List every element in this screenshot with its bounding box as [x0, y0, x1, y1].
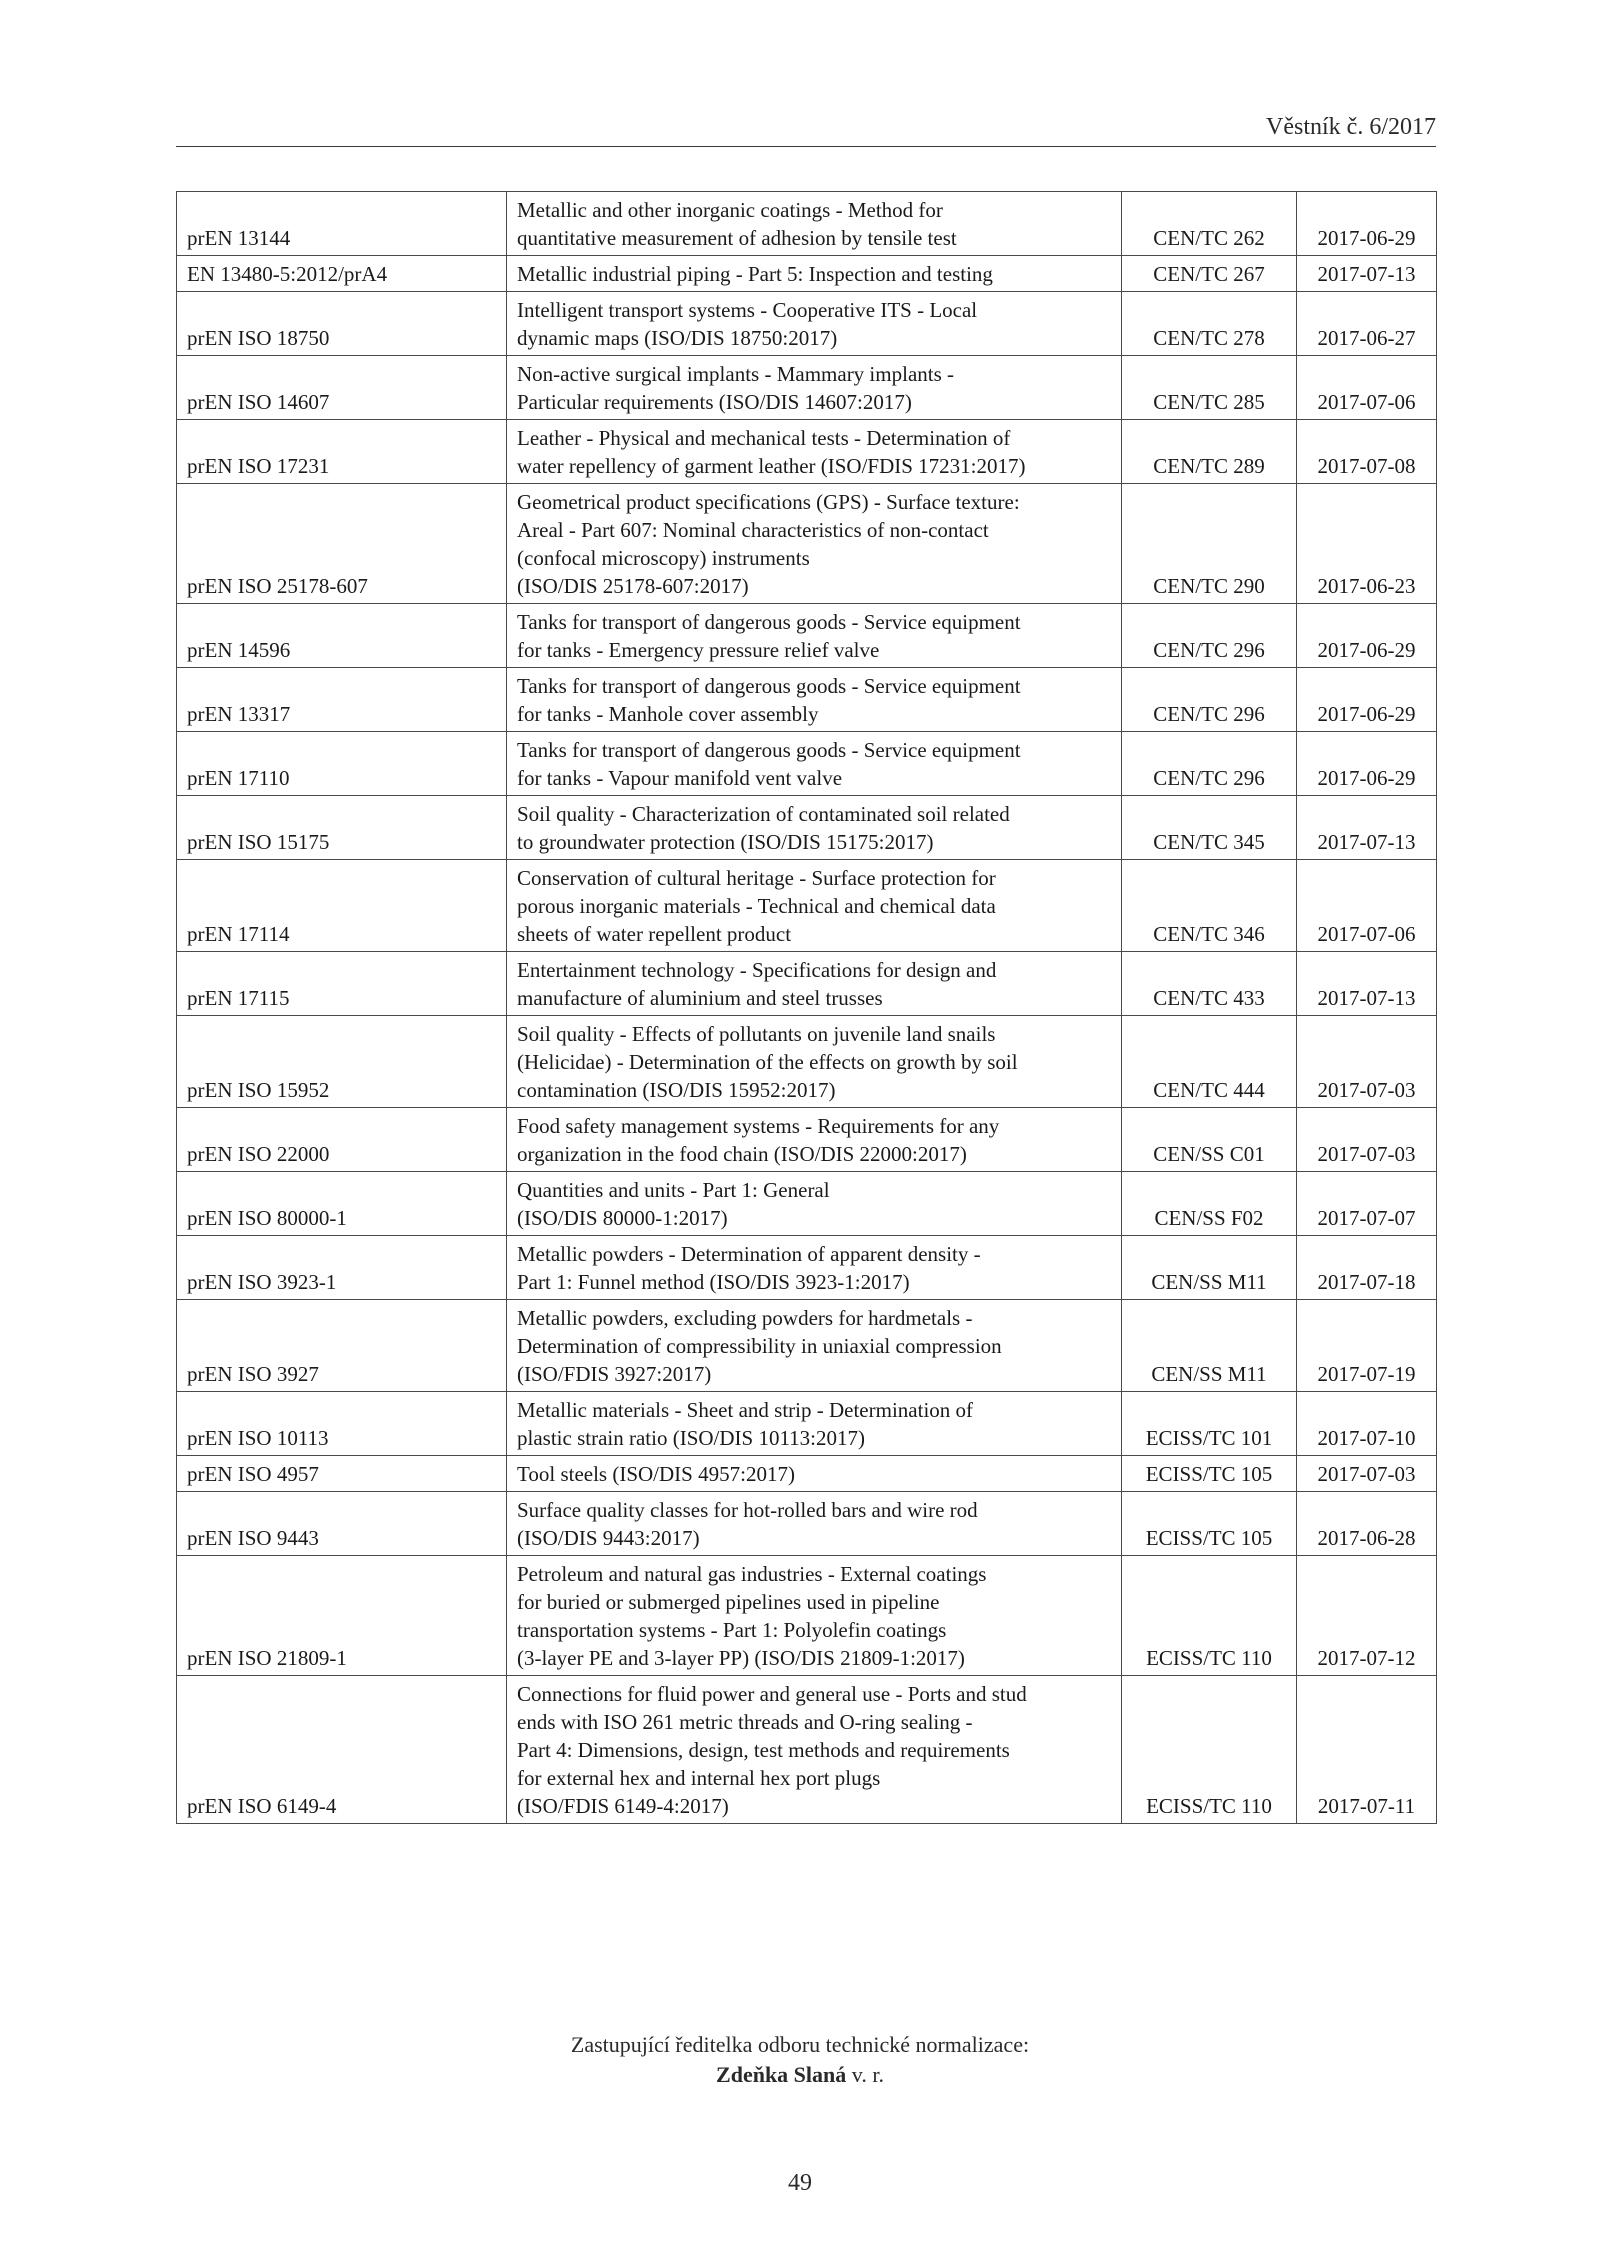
standard-id: prEN ISO 15952 — [177, 1016, 507, 1108]
standard-id: prEN ISO 9443 — [177, 1492, 507, 1556]
table-row — [177, 1172, 1437, 1236]
technical-committee: ECISS/TC 110 — [1122, 1676, 1297, 1824]
deadline-date: 2017-07-19 — [1297, 1300, 1437, 1392]
standard-title: Petroleum and natural gas industries - External coatings for buried or submerged pipelines used in pipeline transportation systems - Part 1: Polyolefin coatings (3-layer PE and 3-layer PP) (ISO/DIS 21809-1:2017) — [507, 1556, 1122, 1676]
table-row — [177, 1492, 1437, 1556]
table-row — [177, 1236, 1437, 1300]
technical-committee: CEN/TC 296 — [1122, 732, 1297, 796]
signature-line — [0, 2060, 1600, 2090]
table-row — [177, 860, 1437, 952]
technical-committee: ECISS/TC 101 — [1122, 1392, 1297, 1456]
deadline-date: 2017-06-27 — [1297, 292, 1437, 356]
deadline-date: 2017-07-03 — [1297, 1108, 1437, 1172]
standard-title: Entertainment technology - Specifications for design and manufacture of aluminium and steel trusses — [507, 952, 1122, 1016]
deadline-date: 2017-07-03 — [1297, 1456, 1437, 1492]
technical-committee: CEN/TC 433 — [1122, 952, 1297, 1016]
deadline-date: 2017-07-11 — [1297, 1676, 1437, 1824]
standard-id: prEN 13317 — [177, 668, 507, 732]
technical-committee: CEN/TC 296 — [1122, 668, 1297, 732]
technical-committee: CEN/TC 262 — [1122, 192, 1297, 256]
standard-title: Tanks for transport of dangerous goods - Service equipment for tanks - Vapour manifold vent valve — [507, 732, 1122, 796]
standard-title: Metallic powders, excluding powders for hardmetals - Determination of compressibility in uniaxial compression (ISO/FDIS 3927:2017) — [507, 1300, 1122, 1392]
deadline-date: 2017-06-29 — [1297, 192, 1437, 256]
standard-title: Leather - Physical and mechanical tests - Determination of water repellency of garment leather (ISO/FDIS 17231:2017) — [507, 420, 1122, 484]
technical-committee: ECISS/TC 110 — [1122, 1556, 1297, 1676]
deadline-date: 2017-06-29 — [1297, 604, 1437, 668]
standard-title: Geometrical product specifications (GPS) - Surface texture: Areal - Part 607: Nominal characteristics of non-contact (confocal microscopy) instruments (ISO/DIS 25178-607:2017) — [507, 484, 1122, 604]
technical-committee: CEN/TC 345 — [1122, 796, 1297, 860]
standard-id: prEN 13144 — [177, 192, 507, 256]
standard-id: prEN ISO 18750 — [177, 292, 507, 356]
standard-id: prEN ISO 3923-1 — [177, 1236, 507, 1300]
page-header — [176, 108, 1436, 147]
deadline-date: 2017-06-29 — [1297, 668, 1437, 732]
signature-suffix: v. r. — [851, 2062, 884, 2087]
standard-id: prEN 17110 — [177, 732, 507, 796]
standard-title: Conservation of cultural heritage - Surface protection for porous inorganic materials - Technical and chemical data sheets of water repellent product — [507, 860, 1122, 952]
standard-title: Surface quality classes for hot-rolled bars and wire rod (ISO/DIS 9443:2017) — [507, 1492, 1122, 1556]
standard-id: prEN 14596 — [177, 604, 507, 668]
technical-committee: CEN/TC 296 — [1122, 604, 1297, 668]
standard-id: prEN ISO 25178-607 — [177, 484, 507, 604]
technical-committee: CEN/SS C01 — [1122, 1108, 1297, 1172]
standards-table — [176, 191, 1437, 1824]
standard-title: Tool steels (ISO/DIS 4957:2017) — [507, 1456, 1122, 1492]
standard-title: Quantities and units - Part 1: General (ISO/DIS 80000-1:2017) — [507, 1172, 1122, 1236]
table-row — [177, 796, 1437, 860]
standard-title: Metallic powders - Determination of apparent density - Part 1: Funnel method (ISO/DIS 3923-1:2017) — [507, 1236, 1122, 1300]
table-row — [177, 1108, 1437, 1172]
standard-title: Metallic materials - Sheet and strip - Determination of plastic strain ratio (ISO/DIS 10113:2017) — [507, 1392, 1122, 1456]
standard-id: EN 13480-5:2012/prA4 — [177, 256, 507, 292]
standard-title: Tanks for transport of dangerous goods - Service equipment for tanks - Emergency pressure relief valve — [507, 604, 1122, 668]
standard-id: prEN ISO 22000 — [177, 1108, 507, 1172]
standard-title: Non-active surgical implants - Mammary implants - Particular requirements (ISO/DIS 14607:2017) — [507, 356, 1122, 420]
standard-id: prEN ISO 14607 — [177, 356, 507, 420]
signature-name: Zdeňka Slaná — [716, 2062, 847, 2087]
table-row — [177, 1016, 1437, 1108]
standard-id: prEN ISO 17231 — [177, 420, 507, 484]
deadline-date: 2017-07-03 — [1297, 1016, 1437, 1108]
technical-committee: CEN/TC 267 — [1122, 256, 1297, 292]
standards-table-body — [177, 192, 1437, 1824]
technical-committee: CEN/TC 346 — [1122, 860, 1297, 952]
table-row — [177, 192, 1437, 256]
standard-title: Metallic and other inorganic coatings - Method for quantitative measurement of adhesion by tensile test — [507, 192, 1122, 256]
signature-block — [0, 2030, 1600, 2090]
deadline-date: 2017-07-06 — [1297, 356, 1437, 420]
standard-id: prEN ISO 21809-1 — [177, 1556, 507, 1676]
standard-id: prEN ISO 4957 — [177, 1456, 507, 1492]
standard-id: prEN 17115 — [177, 952, 507, 1016]
table-row — [177, 604, 1437, 668]
standard-id: prEN ISO 15175 — [177, 796, 507, 860]
standard-title: Tanks for transport of dangerous goods - Service equipment for tanks - Manhole cover assembly — [507, 668, 1122, 732]
technical-committee: CEN/TC 444 — [1122, 1016, 1297, 1108]
standard-id: prEN ISO 80000-1 — [177, 1172, 507, 1236]
deadline-date: 2017-06-29 — [1297, 732, 1437, 796]
deadline-date: 2017-07-13 — [1297, 256, 1437, 292]
standard-title: Soil quality - Characterization of contaminated soil related to groundwater protection (ISO/DIS 15175:2017) — [507, 796, 1122, 860]
standard-id: prEN ISO 10113 — [177, 1392, 507, 1456]
standard-title: Food safety management systems - Requirements for any organization in the food chain (ISO/DIS 22000:2017) — [507, 1108, 1122, 1172]
table-row — [177, 420, 1437, 484]
table-row — [177, 1456, 1437, 1492]
deadline-date: 2017-07-13 — [1297, 952, 1437, 1016]
table-row — [177, 1676, 1437, 1824]
standard-title: Connections for fluid power and general use - Ports and stud ends with ISO 261 metric threads and O-ring sealing - Part 4: Dimensions, design, test methods and requirements for external hex and internal hex port plugs (ISO/FDIS 6149-4:2017) — [507, 1676, 1122, 1824]
standard-title: Intelligent transport systems - Cooperative ITS - Local dynamic maps (ISO/DIS 18750:2017) — [507, 292, 1122, 356]
table-row — [177, 668, 1437, 732]
technical-committee: CEN/TC 290 — [1122, 484, 1297, 604]
table-row — [177, 1392, 1437, 1456]
table-row — [177, 1300, 1437, 1392]
technical-committee: CEN/TC 289 — [1122, 420, 1297, 484]
standard-id: prEN ISO 6149-4 — [177, 1676, 507, 1824]
technical-committee: CEN/TC 285 — [1122, 356, 1297, 420]
table-row — [177, 1556, 1437, 1676]
deadline-date: 2017-07-18 — [1297, 1236, 1437, 1300]
table-row — [177, 952, 1437, 1016]
page-number: 49 — [788, 2170, 812, 2196]
deadline-date: 2017-07-08 — [1297, 420, 1437, 484]
standard-title: Metallic industrial piping - Part 5: Inspection and testing — [507, 256, 1122, 292]
technical-committee: CEN/TC 278 — [1122, 292, 1297, 356]
deadline-date: 2017-07-07 — [1297, 1172, 1437, 1236]
standard-id: prEN 17114 — [177, 860, 507, 952]
technical-committee: CEN/SS F02 — [1122, 1172, 1297, 1236]
deadline-date: 2017-07-13 — [1297, 796, 1437, 860]
table-row — [177, 292, 1437, 356]
deadline-date: 2017-07-12 — [1297, 1556, 1437, 1676]
deadline-date: 2017-07-10 — [1297, 1392, 1437, 1456]
deadline-date: 2017-06-28 — [1297, 1492, 1437, 1556]
table-row — [177, 732, 1437, 796]
signature-role: Zastupující ředitelka odboru technické normalizace: — [570, 2032, 1030, 2057]
technical-committee: CEN/SS M11 — [1122, 1300, 1297, 1392]
table-row — [177, 356, 1437, 420]
table-row — [177, 256, 1437, 292]
technical-committee: ECISS/TC 105 — [1122, 1456, 1297, 1492]
deadline-date: 2017-07-06 — [1297, 860, 1437, 952]
standard-title: Soil quality - Effects of pollutants on juvenile land snails (Helicidae) - Determination of the effects on growth by soil contamination (ISO/DIS 15952:2017) — [507, 1016, 1122, 1108]
table-row — [177, 484, 1437, 604]
technical-committee: CEN/SS M11 — [1122, 1236, 1297, 1300]
journal-title: Věstník č. 6/2017 — [1266, 114, 1436, 140]
deadline-date: 2017-06-23 — [1297, 484, 1437, 604]
technical-committee: ECISS/TC 105 — [1122, 1492, 1297, 1556]
standard-id: prEN ISO 3927 — [177, 1300, 507, 1392]
